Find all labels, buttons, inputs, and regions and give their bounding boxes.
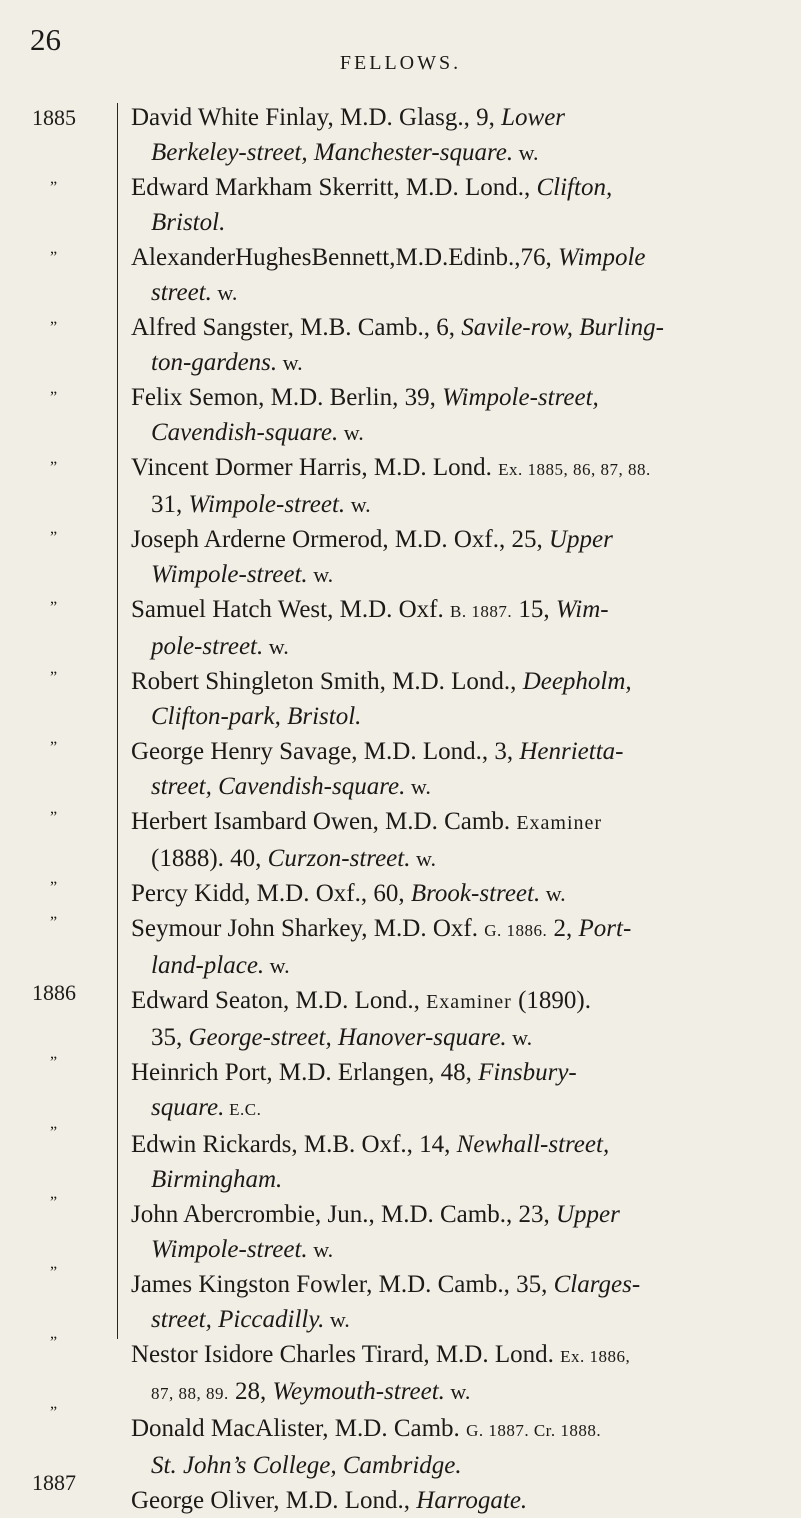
name-text: 35, <box>151 1024 189 1051</box>
fellow-entry <box>131 876 791 911</box>
postal-district: w. <box>211 280 238 305</box>
postal-district: w. <box>444 1379 471 1404</box>
address-text: Brook-street. <box>410 880 541 907</box>
address-text: Bristol. <box>151 209 226 236</box>
ditto-mark: ” <box>49 1054 59 1071</box>
name-text: Edward Seaton, M.D. Lond., <box>131 987 427 1014</box>
address-text: Clifton, <box>536 174 613 201</box>
fellow-entry <box>131 100 791 170</box>
fellow-entry <box>131 983 791 1055</box>
office-note: Examiner <box>516 812 603 834</box>
address-text: Henrietta- <box>519 738 624 765</box>
name-text: George Henry Savage, M.D. Lond., 3, <box>131 738 520 765</box>
name-text: Herbert Isambard Owen, M.D. Camb. <box>131 808 517 835</box>
address-text: Savile-row, Burling- <box>461 314 664 341</box>
address-text: Newhall-street, <box>456 1131 610 1158</box>
address-text: ton-gardens. <box>151 349 278 376</box>
address-text: square. <box>151 1094 225 1121</box>
address-text: land-place. <box>151 952 265 979</box>
address-text: street, Piccadilly. <box>151 1306 325 1333</box>
name-text: Donald MacAlister, M.D. Camb. <box>131 1415 467 1442</box>
ditto-mark: ” <box>49 599 59 616</box>
address-text: Deepholm, <box>522 668 632 695</box>
office-note: Ex. 1885, 86, 87, 88. <box>498 460 651 479</box>
fellow-entry <box>131 310 791 380</box>
ditto-mark: ” <box>49 319 59 336</box>
office-note: B. 1887. <box>450 602 513 621</box>
office-note: 87, 88, 89. <box>151 1384 229 1403</box>
postal-district: w. <box>506 1025 533 1050</box>
address-text: Curzon-street. <box>267 845 411 872</box>
election-year: 1887 <box>32 1470 76 1495</box>
ditto-mark: ” <box>49 1334 59 1351</box>
ditto-mark: ” <box>49 739 59 756</box>
ditto-mark: ” <box>49 1264 59 1281</box>
address-text: Berkeley-street, Manchester-square. <box>151 139 514 166</box>
address-text: Clifton-park, Bristol. <box>151 703 362 730</box>
fellow-entry <box>131 1411 791 1483</box>
postal-district: w. <box>338 420 364 445</box>
postal-district: w. <box>324 1307 350 1332</box>
address-text: Cavendish-square. <box>151 419 339 446</box>
fellow-entry <box>131 450 791 522</box>
name-text: David White Finlay, M.D. Glasg., 9, <box>131 104 502 131</box>
name-text: Heinrich Port, M.D. Erlangen, 48, <box>131 1059 479 1086</box>
name-text: John Abercrombie, Jun., M.D. Camb., 23, <box>131 1201 556 1228</box>
postal-district: w. <box>513 140 539 165</box>
name-text: Samuel Hatch West, M.D. Oxf. <box>131 596 451 623</box>
fellow-entry <box>131 592 791 664</box>
name-text: George Oliver, M.D. Lond., <box>131 1487 417 1514</box>
address-text: Port- <box>578 915 632 942</box>
fellow-entry <box>131 1127 791 1197</box>
ditto-mark: ” <box>49 1404 59 1421</box>
postal-district: w. <box>264 953 290 978</box>
fellow-entry <box>131 1483 791 1518</box>
election-year-column <box>0 100 108 1500</box>
postal-district: w. <box>540 881 566 906</box>
election-year: 1885 <box>32 105 76 130</box>
address-text: Harrogate. <box>416 1487 528 1514</box>
name-text: (1890). <box>511 987 591 1014</box>
fellow-entry <box>131 240 791 310</box>
fellow-entry <box>131 1267 791 1337</box>
ditto-mark: ” <box>49 249 59 266</box>
name-text: Alfred Sangster, M.B. Camb., 6, <box>131 314 462 341</box>
address-text: Lower <box>501 104 566 131</box>
ditto-mark: ” <box>49 879 59 896</box>
fellow-entry <box>131 170 791 240</box>
fellow-entry <box>131 1337 791 1411</box>
postal-district: w. <box>410 846 436 871</box>
fellow-entry <box>131 380 791 450</box>
address-text: George-street, Hanover-square. <box>188 1024 507 1051</box>
address-text: Wimpole-street. <box>151 1236 308 1263</box>
postal-district: w. <box>307 562 334 587</box>
address-text: pole-street. <box>151 633 264 660</box>
election-year: 1886 <box>32 980 76 1005</box>
office-note: Ex. 1886, <box>560 1347 631 1366</box>
name-text: Joseph Arderne Ormerod, M.D. Oxf., 25, <box>131 526 549 553</box>
name-text: Percy Kidd, M.D. Oxf., 60, <box>131 880 411 907</box>
fellow-entry <box>131 911 791 983</box>
name-text: Edwin Rickards, M.B. Oxf., 14, <box>131 1131 457 1158</box>
ditto-mark: ” <box>49 529 59 546</box>
column-divider <box>117 103 118 1339</box>
ditto-mark: ” <box>49 459 59 476</box>
name-text: (1888). 40, <box>151 845 268 872</box>
name-text: Edward Markham Skerritt, M.D. Lond., <box>131 174 537 201</box>
address-text: St. John’s College, Cambridge. <box>151 1452 462 1479</box>
name-text: Felix Semon, M.D. Berlin, 39, <box>131 384 443 411</box>
address-text: Upper <box>548 526 613 553</box>
office-note: G. 1887. Cr. 1888. <box>466 1421 602 1440</box>
ditto-mark: ” <box>49 389 59 406</box>
name-text: Seymour John Sharkey, M.D. Oxf. <box>131 915 485 942</box>
ditto-mark: ” <box>49 809 59 826</box>
address-text: Wimpole-street. <box>151 561 308 588</box>
postal-district: w. <box>263 634 289 659</box>
name-text: James Kingston Fowler, M.D. Camb., 35, <box>131 1271 554 1298</box>
office-note: Examiner <box>426 991 512 1013</box>
ditto-mark: ” <box>49 1124 59 1141</box>
address-text: street. <box>151 279 212 306</box>
name-text: Nestor Isidore Charles Tirard, M.D. Lond. <box>131 1341 561 1368</box>
fellow-entry <box>131 1055 791 1127</box>
running-head: FELLOWS. <box>339 52 462 74</box>
address-text: Upper <box>555 1201 620 1228</box>
office-note: G. 1886. <box>484 921 548 940</box>
ditto-mark: ” <box>49 669 59 686</box>
ditto-mark: ” <box>49 914 59 931</box>
fellow-entry <box>131 664 791 734</box>
name-text: Robert Shingleton Smith, M.D. Lond., <box>131 668 523 695</box>
fellow-entry <box>131 804 791 876</box>
address-text: Wimpole <box>558 244 646 271</box>
fellow-entry <box>131 522 791 592</box>
name-text: 28, <box>228 1378 273 1405</box>
address-text: Wim- <box>555 596 609 623</box>
ditto-mark: ” <box>49 179 59 196</box>
name-text: 15, <box>512 596 556 623</box>
address-text: Birmingham. <box>151 1166 283 1193</box>
address-text: Clarges- <box>553 1271 641 1298</box>
fellow-entry <box>131 734 791 804</box>
address-text: Wimpole-street. <box>188 491 346 518</box>
name-text: AlexanderHughesBennett,M.D.Edinb.,76, <box>131 244 559 271</box>
name-text: 31, <box>151 491 189 518</box>
fellow-entry <box>131 1197 791 1267</box>
postal-district: w. <box>405 774 431 799</box>
name-text: Vincent Dormer Harris, M.D. Lond. <box>131 454 499 481</box>
address-text: Weymouth-street. <box>272 1378 445 1405</box>
postal-district: w. <box>307 1237 334 1262</box>
address-text: Wimpole-street, <box>442 384 599 411</box>
ditto-mark: ” <box>49 1194 59 1211</box>
name-text: 2, <box>547 915 579 942</box>
fellows-list <box>131 100 791 1518</box>
postal-district: w. <box>345 492 371 517</box>
office-note: E.C. <box>224 1100 262 1119</box>
postal-district: w. <box>277 350 303 375</box>
address-text: street, Cavendish-square. <box>151 773 406 800</box>
address-text: Finsbury- <box>478 1059 577 1086</box>
page-number: 26 <box>30 22 61 57</box>
